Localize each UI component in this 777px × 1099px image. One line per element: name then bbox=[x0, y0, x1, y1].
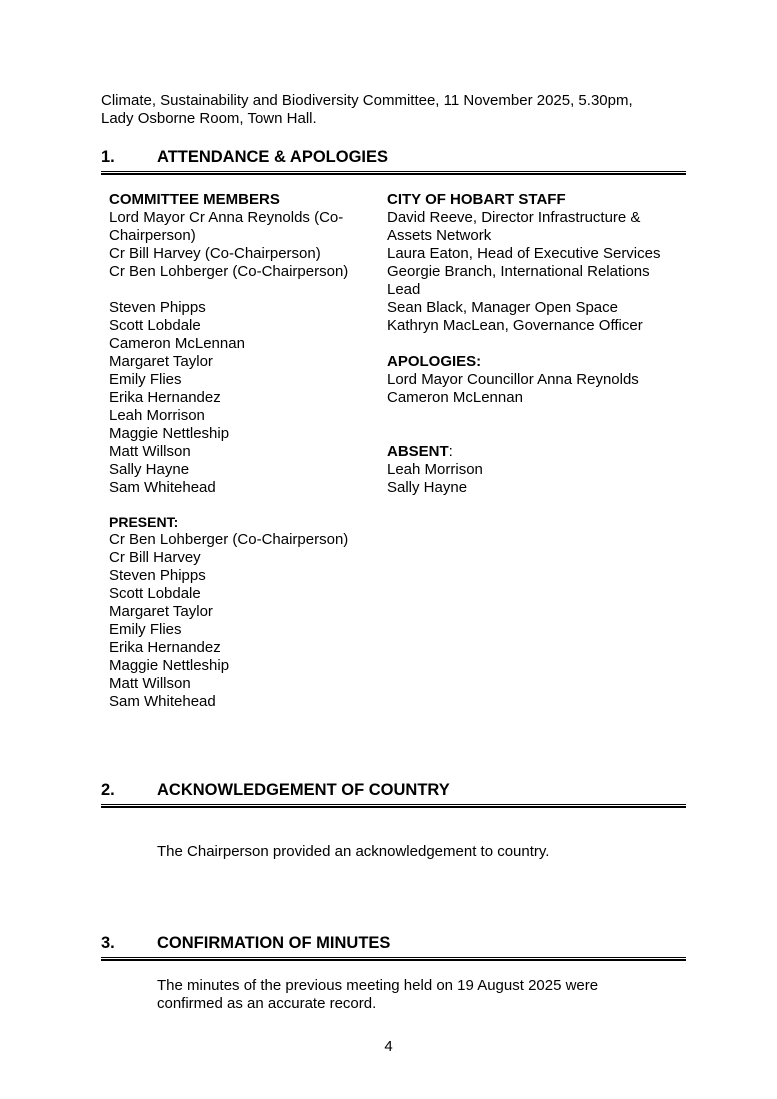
present-member: Sam Whitehead bbox=[109, 693, 216, 710]
present-member: Emily Flies bbox=[109, 621, 182, 638]
present-member: Scott Lobdale bbox=[109, 585, 201, 602]
staff-list bbox=[387, 209, 687, 335]
staff-label: CITY OF HOBART STAFF bbox=[387, 191, 566, 208]
absent-list bbox=[387, 461, 687, 497]
present-label: PRESENT: bbox=[109, 514, 179, 530]
section-1-rule bbox=[101, 171, 686, 175]
absent-member: Sally Hayne bbox=[387, 479, 468, 496]
committee-member: Matt Willson bbox=[109, 443, 191, 460]
absent-member: Leah Morrison bbox=[387, 461, 483, 478]
committee-members-list bbox=[109, 209, 409, 497]
section-1-number: 1. bbox=[101, 148, 115, 166]
absent-column bbox=[387, 443, 687, 497]
committee-member: Scott Lobdale bbox=[109, 317, 201, 334]
section-3-rule bbox=[101, 957, 686, 961]
committee-member bbox=[109, 281, 409, 299]
apologies-label: APOLOGIES: bbox=[387, 353, 482, 370]
section-1-title: ATTENDANCE & APOLOGIES bbox=[157, 148, 389, 166]
committee-member: Sam Whitehead bbox=[109, 479, 216, 496]
meeting-header-line-2: Lady Osborne Room, Town Hall. bbox=[101, 110, 317, 127]
staff-member: Assets Network bbox=[387, 227, 492, 244]
absent-label: ABSENT bbox=[387, 443, 449, 460]
meeting-header-line-1: Climate, Sustainability and Biodiversity Committee, 11 November 2025, 5.30pm, bbox=[101, 92, 633, 109]
section-2-title: ACKNOWLEDGEMENT OF COUNTRY bbox=[157, 781, 450, 799]
committee-members-column bbox=[109, 191, 409, 497]
page-number: 4 bbox=[384, 1038, 393, 1055]
section-2-rule bbox=[101, 804, 686, 808]
staff-member: Sean Black, Manager Open Space bbox=[387, 299, 618, 316]
staff-column bbox=[387, 191, 687, 335]
present-list bbox=[109, 531, 409, 711]
apologies-list bbox=[387, 371, 687, 407]
staff-member: Georgie Branch, International Relations bbox=[387, 263, 650, 280]
committee-member: Sally Hayne bbox=[109, 461, 190, 478]
section-3-title: CONFIRMATION OF MINUTES bbox=[157, 934, 391, 952]
staff-member: Laura Eaton, Head of Executive Services bbox=[387, 245, 661, 262]
minutes-text-line-2: confirmed as an accurate record. bbox=[157, 995, 377, 1012]
present-member: Cr Ben Lohberger (Co-Chairperson) bbox=[109, 531, 349, 548]
committee-member: Cr Bill Harvey (Co-Chairperson) bbox=[109, 245, 321, 262]
section-2-number: 2. bbox=[101, 781, 115, 799]
apologies-column bbox=[387, 353, 687, 407]
minutes-text-line-1: The minutes of the previous meeting held on 19 August 2025 were bbox=[157, 977, 599, 994]
committee-member: Maggie Nettleship bbox=[109, 425, 230, 442]
present-member: Matt Willson bbox=[109, 675, 191, 692]
present-member: Cr Bill Harvey bbox=[109, 549, 201, 566]
committee-member: Cr Ben Lohberger (Co-Chairperson) bbox=[109, 263, 349, 280]
committee-member: Margaret Taylor bbox=[109, 353, 213, 370]
committee-member: Erika Hernandez bbox=[109, 389, 221, 406]
staff-member: Lead bbox=[387, 281, 421, 298]
present-member: Erika Hernandez bbox=[109, 639, 221, 656]
present-column bbox=[109, 513, 409, 711]
present-member: Steven Phipps bbox=[109, 567, 206, 584]
staff-member: Kathryn MacLean, Governance Officer bbox=[387, 317, 643, 334]
section-3-number: 3. bbox=[101, 934, 115, 952]
section-2-text bbox=[157, 843, 657, 861]
committee-members-label: COMMITTEE MEMBERS bbox=[109, 191, 280, 208]
committee-member: Steven Phipps bbox=[109, 299, 206, 316]
section-3-text bbox=[157, 977, 657, 1013]
present-member: Maggie Nettleship bbox=[109, 657, 230, 674]
committee-member: Leah Morrison bbox=[109, 407, 205, 424]
committee-member: Chairperson) bbox=[109, 227, 196, 244]
present-member: Margaret Taylor bbox=[109, 603, 213, 620]
committee-member: Emily Flies bbox=[109, 371, 182, 388]
apology-member: Cameron McLennan bbox=[387, 389, 523, 406]
absent-label-line bbox=[387, 443, 687, 461]
staff-member: David Reeve, Director Infrastructure & bbox=[387, 209, 641, 226]
meeting-header bbox=[101, 92, 701, 128]
acknowledgement-text: The Chairperson provided an acknowledgement to country. bbox=[157, 843, 550, 860]
apology-member: Lord Mayor Councillor Anna Reynolds bbox=[387, 371, 639, 388]
absent-colon: : bbox=[448, 443, 453, 460]
committee-member: Cameron McLennan bbox=[109, 335, 245, 352]
committee-member: Lord Mayor Cr Anna Reynolds (Co- bbox=[109, 209, 344, 226]
